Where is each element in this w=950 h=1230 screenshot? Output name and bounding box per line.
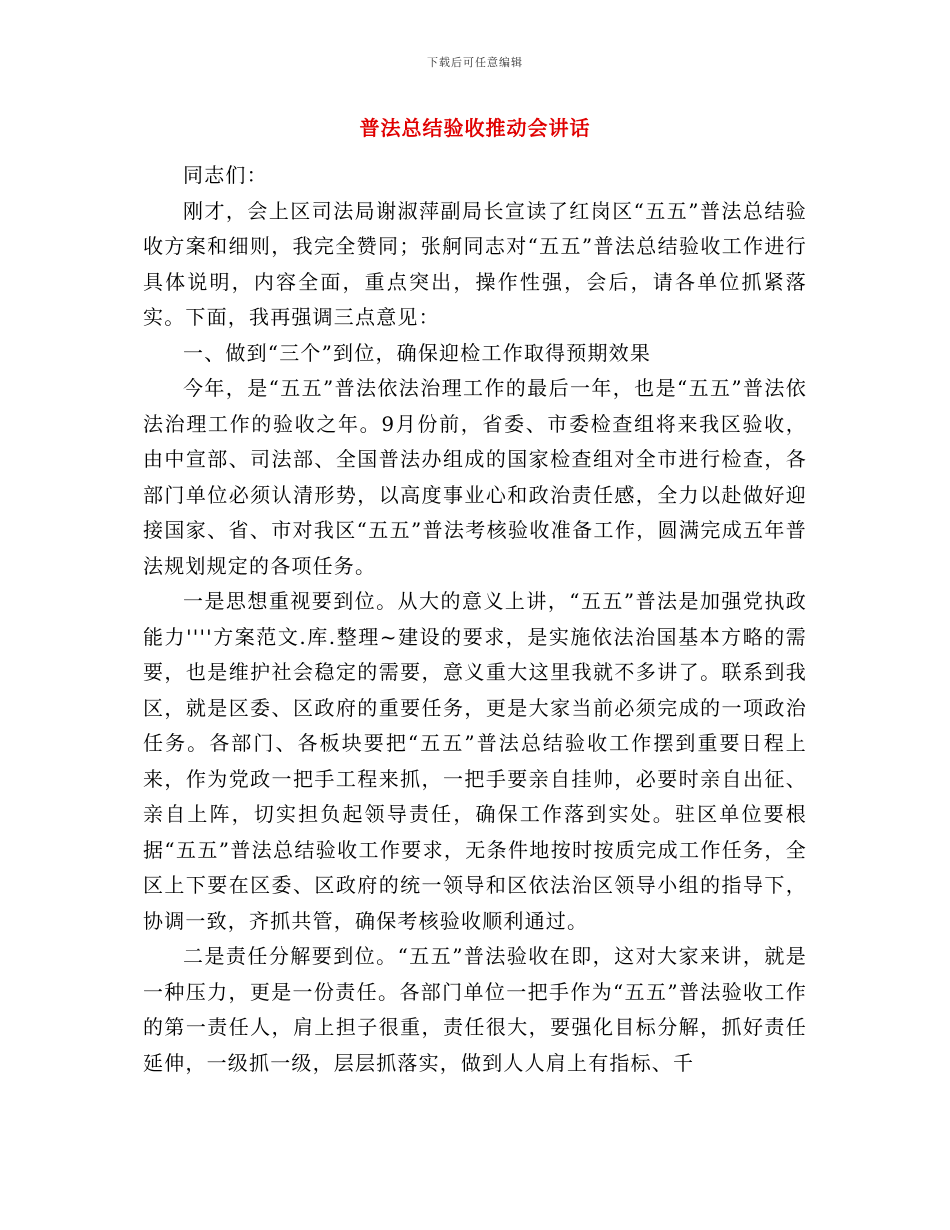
paragraph: 二是责任分解要到位。“五五”普法验收在即，这对大家来讲，就是一种压力，更是一份责任。各部门单位一把手作为“五五”普法验收工作的第一责任人，肩上担子很重，责任很大，要强化目标分解，抓好责任延伸，一级抓一级，层层抓落实，做到人人肩上有指标、千 bbox=[143, 944, 807, 1075]
document-body bbox=[143, 158, 807, 1081]
paragraph: 今年，是“五五”普法依法治理工作的最后一年，也是“五五”普法依法治理工作的验收之年。9月份前，省委、市委检查组将来我区验收，由中宣部、司法部、全国普法办组成的国家检查组对全市进行检查，各部门单位必须认清形势，以高度事业心和政治责任感，全力以赴做好迎接国家、省、市对我区“五五”普法考核验收准备工作，圆满完成五年普法规划规定的各项任务。 bbox=[143, 376, 807, 578]
document-title: 普法总结验收推动会讲话 bbox=[359, 116, 591, 140]
section-heading: 一、做到“三个”到位，确保迎检工作取得预期效果 bbox=[183, 340, 652, 365]
header-note: 下载后可任意编辑 bbox=[427, 56, 523, 69]
salutation: 同志们： bbox=[183, 163, 268, 187]
paragraph: 刚才，会上区司法局谢淑萍副局长宣读了红岗区“五五”普法总结验收方案和细则，我完全赞同；张舸同志对“五五”普法总结验收工作进行具体说明，内容全面，重点突出，操作性强，会后，请各单位抓紧落实。下面，我再强调三点意见： bbox=[143, 198, 807, 329]
paragraph: 一是思想重视要到位。从大的意义上讲，“五五”普法是加强党执政能力''''方案范文.库.整理~建设的要求，是实施依法治国基本方略的需要，也是维护社会稳定的需要，意义重大这里我就不多讲了。联系到我区，就是区委、区政府的重要任务，更是大家当前必须完成的一项政治任务。各部门、各板块要把“五五”普法总结验收工作摆到重要日程上来，作为党政一把手工程来抓，一把手要亲自挂帅，必要时亲自出征、亲自上阵，切实担负起领导责任，确保工作落到实处。驻区单位要根据“五五”普法总结验收工作要求，无条件地按时按质完成工作任务，全区上下要在区委、区政府的统一领导和区依法治区领导小组的指导下，协调一致，齐抓共管，确保考核验收顺利通过。 bbox=[143, 589, 807, 933]
